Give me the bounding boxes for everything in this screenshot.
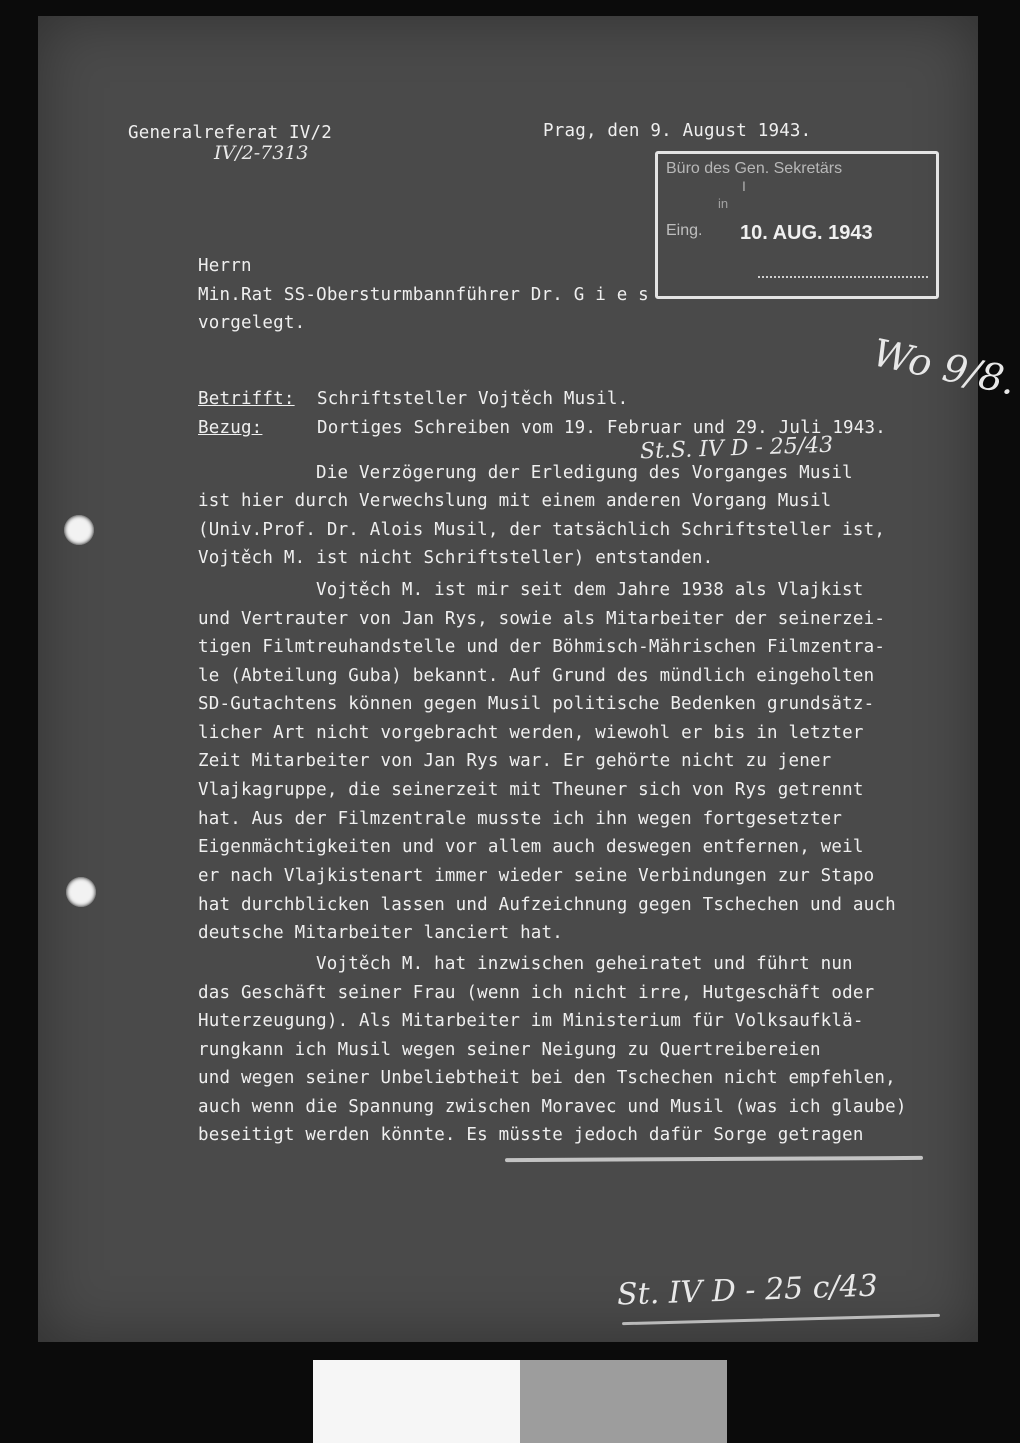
calibration-strip-gray <box>520 1360 727 1443</box>
body-line: tigen Filmtreuhandstelle und der Böhmisch-Mährischen Filmzentra- <box>198 637 886 657</box>
betrifft-label: Betrifft: <box>198 389 295 409</box>
body-line: hat. Aus der Filmzentrale musste ich ihn wegen fortgesetzter <box>198 809 843 829</box>
handwritten-bottom-ref: St. IV D - 25 c/43 <box>616 1268 879 1313</box>
body-line: deutsche Mitarbeiter lanciert hat. <box>198 923 564 943</box>
body-line: und Vertrauter von Jan Rys, sowie als Mitarbeiter der seinerzei- <box>198 609 886 629</box>
recipient-line-3: vorgelegt. <box>198 313 306 333</box>
body-line: Huterzeugung). Als Mitarbeiter im Ministerium für Volksaufklä- <box>198 1011 864 1031</box>
body-line: Vojtěch M. ist mir seit dem Jahre 1938 als Vlajkist <box>316 580 864 600</box>
punch-hole-bottom <box>66 877 96 907</box>
body-line: le (Abteilung Guba) bekannt. Auf Grund des mündlich eingeholten <box>198 666 875 686</box>
punch-hole-top <box>64 515 94 545</box>
handwritten-ref-number: St.S. IV D - 25/43 <box>639 432 834 465</box>
handwritten-file-ref: IV/2-7313 <box>214 142 309 164</box>
body-line: Vojtěch M. hat inzwischen geheiratet und führt nun <box>316 954 853 974</box>
body-line: Die Verzögerung der Erledigung des Vorganges Musil <box>316 463 853 483</box>
stamp-office-line: Büro des Gen. Sekretärs <box>666 160 843 177</box>
body-line: ist hier durch Verwechslung mit einem anderen Vorgang Musil <box>198 491 832 511</box>
body-line: (Univ.Prof. Dr. Alois Musil, der tatsächlich Schriftsteller ist, <box>198 520 886 540</box>
received-stamp <box>655 151 939 299</box>
stamp-line-3: in <box>718 196 729 211</box>
stamp-eing-label: Eing. <box>666 222 703 239</box>
stamp-dotted-line <box>758 276 928 278</box>
body-line: beseitigt werden könnte. Es müsste jedoch dafür Sorge getragen <box>198 1125 864 1145</box>
body-line: Vlajkagruppe, die seinerzeit mit Theuner sich von Rys getrennt <box>198 780 864 800</box>
body-line: und wegen seiner Unbeliebtheit bei den Tschechen nicht empfehlen, <box>198 1068 896 1088</box>
bezug-text: Dortiges Schreiben vom 19. Februar und 29. Juli 1943. <box>317 418 887 438</box>
body-line: das Geschäft seiner Frau (wenn ich nicht irre, Hutgeschäft oder <box>198 983 875 1003</box>
calibration-strip-white <box>313 1360 520 1443</box>
body-line: Zeit Mitarbeiter von Jan Rys war. Er gehörte nicht zu jener <box>198 751 832 771</box>
recipient-line-2: Min.Rat SS-Obersturmbannführer Dr. G i e s <box>198 285 649 305</box>
stamp-date: 10. AUG. 1943 <box>740 222 873 244</box>
body-line: Vojtěch M. ist nicht Schriftsteller) entstanden. <box>198 548 714 568</box>
body-line: hat durchblicken lassen und Aufzeichnung gegen Tschechen und auch <box>198 895 896 915</box>
body-line: SD-Gutachtens können gegen Musil politische Bedenken grundsätz- <box>198 694 875 714</box>
body-line: Eigenmächtigkeiten und vor allem auch deswegen entfernen, weil <box>198 837 864 857</box>
bezug-label: Bezug: <box>198 418 263 438</box>
place-date: Prag, den 9. August 1943. <box>543 121 812 141</box>
handwritten-initials: Wo 9/8. <box>869 330 1020 404</box>
stamp-line-2: I <box>742 178 746 194</box>
body-line: rungkann ich Musil wegen seiner Neigung zu Quertreibereien <box>198 1040 821 1060</box>
body-line: auch wenn die Spannung zwischen Moravec und Musil (was ich glaube) <box>198 1097 907 1117</box>
betrifft-text: Schriftsteller Vojtěch Musil. <box>317 389 629 409</box>
recipient-line-1: Herrn <box>198 256 252 276</box>
body-line: er nach Vlajkistenart immer wieder seine Verbindungen zur Stapo <box>198 866 875 886</box>
department-label: Generalreferat IV/2 <box>128 123 332 143</box>
body-line: licher Art nicht vorgebracht werden, wiewohl er bis in letzter <box>198 723 864 743</box>
